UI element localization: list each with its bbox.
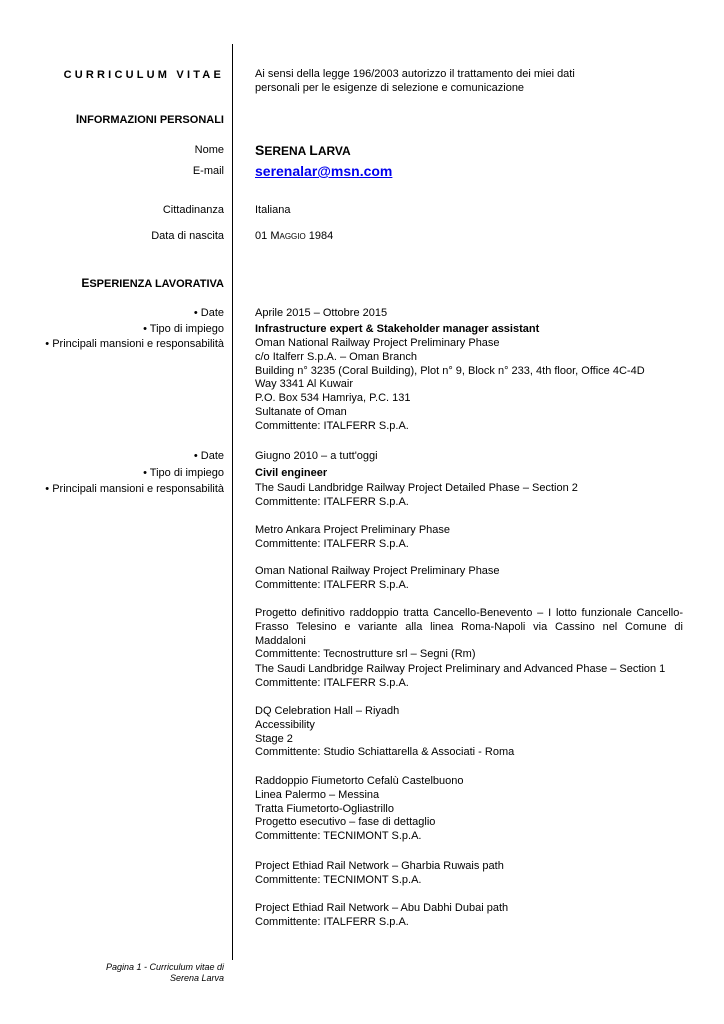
section-rest: NFORMAZIONI PERSONALI	[79, 114, 224, 126]
first-name-rest: ERENA	[264, 144, 306, 158]
job1-duties-label: • Principali mansioni e responsabilità	[45, 338, 224, 350]
first-name-initial: S	[255, 142, 265, 158]
email-link[interactable]: serenalar@msn.com	[255, 163, 393, 179]
citizenship-value: Italiana	[255, 204, 291, 216]
job1-line: Building n° 3235 (Coral Building), Plot n° 9, Block n° 233, 4th floor, Office 4C-4D	[255, 364, 645, 377]
privacy-line-1: Ai sensi della legge 196/2003 autorizzo il trattamento dei miei dati	[255, 68, 575, 80]
project-line: Accessibility	[255, 718, 315, 731]
birth-year: 1984	[308, 230, 334, 242]
project-2	[255, 524, 450, 552]
job1-line: Oman National Railway Project Preliminary Phase	[255, 337, 500, 349]
project-line: Oman National Railway Project Preliminary Phase	[255, 565, 500, 577]
birth-month-initial: M	[270, 230, 280, 242]
birth-month-rest: AGGIO	[279, 232, 306, 241]
birth-date-value	[255, 229, 333, 244]
cv-title: CURRICULUM VITAE	[63, 69, 224, 81]
job1-line: Way 3341 Al Kuwair	[255, 378, 354, 391]
project-8	[255, 860, 504, 888]
job1-line: c/o Italferr S.p.A. – Oman Branch	[255, 350, 418, 363]
birth-date-label: Data di nascita	[151, 230, 224, 242]
project-6	[255, 705, 514, 760]
project-1	[255, 482, 578, 510]
job2-date-label: • Date	[193, 450, 224, 462]
project-client: Committente: ITALFERR S.p.A.	[255, 537, 409, 550]
section-initial: E	[81, 276, 90, 290]
citizenship-label: Cittadinanza	[162, 204, 224, 216]
last-name-initial: L	[309, 142, 318, 158]
job1-type: Infrastructure expert & Stakeholder manager assistant	[255, 323, 540, 335]
project-line: DQ Celebration Hall – Riyadh	[255, 705, 400, 717]
page-footer	[106, 962, 224, 984]
section-initial: I	[75, 112, 80, 126]
full-name	[255, 143, 351, 158]
job1-line: P.O. Box 534 Hamriya, P.C. 131	[255, 392, 411, 405]
project-9	[255, 902, 508, 930]
email-label: E-mail	[192, 165, 224, 177]
project-client: Committente: ITALFERR S.p.A.	[255, 495, 409, 508]
job1-type-label: • Tipo di impiego	[143, 323, 224, 335]
name-label: Nome	[194, 144, 224, 156]
project-line: Progetto definitivo raddoppio tratta Cancello-Benevento – I lotto funzionale Cancello-Frasso Telesino e variante alla linea Roma-Napoli via Cassino nel Comune di Maddaloni	[255, 607, 683, 647]
project-line: Stage 2	[255, 732, 293, 745]
birth-day: 01	[255, 230, 268, 242]
project-7	[255, 775, 464, 844]
project-line: Linea Palermo – Messina	[255, 788, 380, 801]
project-3	[255, 565, 500, 593]
job1-duties	[255, 337, 645, 434]
section-work-experience	[81, 276, 224, 291]
job1-date: Aprile 2015 – Ottobre 2015	[255, 307, 388, 319]
footer-line-2: Serena Larva	[169, 973, 224, 983]
project-line: Project Ethiad Rail Network – Abu Dabhi Dubai path	[255, 902, 509, 914]
section-rest: SPERIENZA LAVORATIVA	[89, 278, 224, 290]
job1-line: Sultanate of Oman	[255, 405, 347, 418]
project-line: Raddoppio Fiumetorto Cefalù Castelbuono	[255, 775, 464, 787]
project-line: Metro Ankara Project Preliminary Phase	[255, 524, 451, 536]
project-line: The Saudi Landbridge Railway Project Preliminary and Advanced Phase – Section 1	[255, 663, 666, 675]
project-4	[255, 607, 683, 662]
project-line: Tratta Fiumetorto-Ogliastrillo	[255, 802, 394, 815]
job2-duties-label: • Principali mansioni e responsabilità	[45, 483, 224, 495]
job2-date: Giugno 2010 – a tutt'oggi	[255, 450, 378, 462]
job1-date-label: • Date	[193, 307, 224, 319]
project-client: Committente: TECNIMONT S.p.A.	[255, 830, 422, 843]
project-client: Committente: ITALFERR S.p.A.	[255, 578, 409, 591]
last-name-rest: ARVA	[317, 144, 351, 158]
project-line: Project Ethiad Rail Network – Gharbia Ruwais path	[255, 860, 504, 872]
project-client: Committente: Studio Schiattarella & Associati - Roma	[255, 746, 515, 759]
project-client: Committente: ITALFERR S.p.A.	[255, 915, 409, 928]
section-personal-info	[76, 112, 224, 127]
job2-type: Civil engineer	[255, 467, 328, 479]
job1-line: Committente: ITALFERR S.p.A.	[255, 419, 409, 432]
project-line: The Saudi Landbridge Railway Project Detailed Phase – Section 2	[255, 482, 578, 494]
project-client: Committente: Tecnostrutture srl – Segni (Rm)	[255, 648, 476, 661]
project-client: Committente: TECNIMONT S.p.A.	[255, 873, 422, 886]
project-client: Committente: ITALFERR S.p.A.	[255, 676, 409, 689]
column-divider	[232, 44, 233, 960]
project-5	[255, 663, 665, 691]
footer-line-1: Pagina 1 - Curriculum vitae di	[105, 962, 224, 972]
privacy-line-2: personali per le esigenze di selezione e comunicazione	[255, 82, 525, 94]
project-line: Progetto esecutivo – fase di dettaglio	[255, 816, 436, 829]
privacy-notice	[255, 67, 575, 95]
job2-type-label: • Tipo di impiego	[143, 467, 224, 479]
